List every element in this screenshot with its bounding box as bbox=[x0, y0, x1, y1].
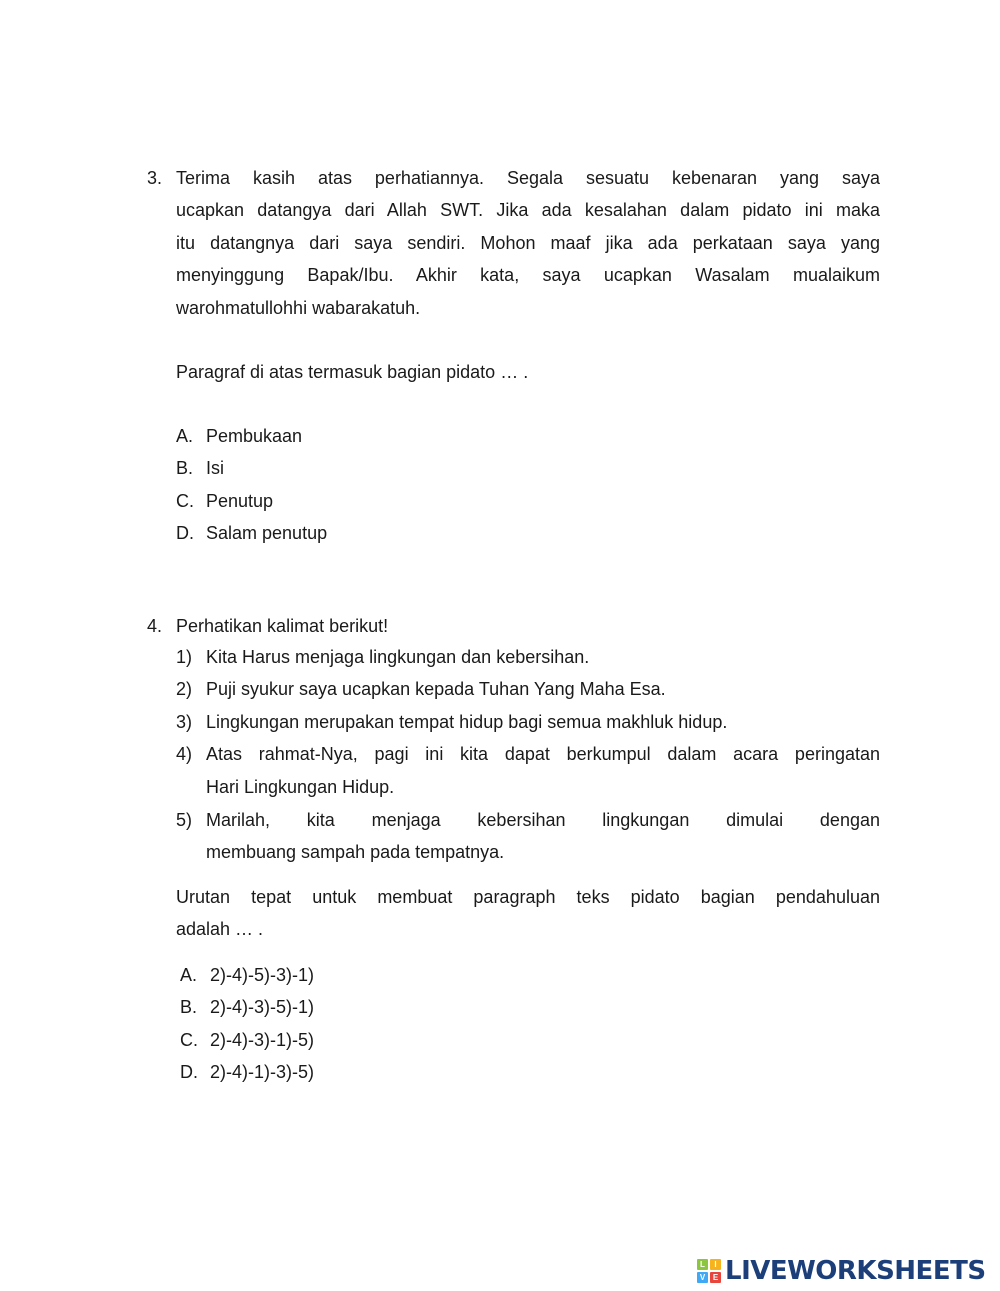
option-letter: C. bbox=[176, 490, 194, 511]
option-text: Penutup bbox=[206, 490, 274, 511]
option-letter: A. bbox=[176, 426, 194, 446]
sentence-text: Atas rahmat-Nya, pagi ini kita dapat berkumpul dalam acara peringatan bbox=[206, 744, 880, 765]
option-text: 2)-4)-3)-5)-1) bbox=[210, 997, 315, 1018]
option-b[interactable] bbox=[180, 991, 314, 1023]
option-text: 2)-4)-1)-3)-5) bbox=[210, 1062, 315, 1083]
option-text: Pembukaan bbox=[206, 426, 303, 446]
sentence-number: 5) bbox=[176, 810, 193, 831]
option-text: 2)-4)-3)-1)-5) bbox=[210, 1029, 315, 1050]
sentence-text: Kita Harus menjaga lingkungan dan kebersihan. bbox=[206, 647, 590, 667]
sentence-text: Puji syukur saya ucapkan kepada Tuhan Yang Maha Esa. bbox=[206, 679, 666, 700]
option-letter: B. bbox=[180, 997, 198, 1018]
option-a[interactable] bbox=[176, 420, 327, 452]
logo-text: LIVEWORKSHEETS bbox=[725, 1256, 986, 1286]
passage-line: menyinggung Bapak/Ibu. Akhir kata, saya ucapkan Wasalam mualaikum bbox=[176, 265, 880, 286]
option-letter: B. bbox=[176, 458, 194, 479]
option-letter: D. bbox=[176, 523, 194, 544]
sentence-text: membuang sampah pada tempatnya. bbox=[206, 842, 505, 863]
prompt-line: Urutan tepat untuk membuat paragraph teks pidato bagian pendahuluan bbox=[176, 887, 880, 907]
sentence-text: Hari Lingkungan Hidup. bbox=[206, 776, 395, 797]
question-4-sentences bbox=[176, 641, 880, 869]
option-text: Salam penutup bbox=[206, 523, 328, 544]
sentence-number: 1) bbox=[176, 647, 193, 667]
option-d[interactable] bbox=[180, 1056, 314, 1088]
option-c[interactable] bbox=[180, 1024, 314, 1056]
question-3-prompt: Paragraf di atas termasuk bagian pidato … . bbox=[176, 362, 529, 382]
question-4-number: 4. bbox=[147, 616, 163, 636]
prompt-line: adalah … . bbox=[176, 919, 264, 940]
sentence-number: 2) bbox=[176, 679, 193, 700]
sentence-text: Marilah, kita menjaga kebersihan lingkungan dimulai dengan bbox=[206, 810, 880, 831]
question-3-number: 3. bbox=[147, 168, 163, 188]
logo-cube: L bbox=[697, 1259, 708, 1270]
question-4-intro: Perhatikan kalimat berikut! bbox=[176, 616, 389, 636]
sentence-item bbox=[176, 641, 880, 673]
logo-cube: E bbox=[710, 1272, 721, 1283]
question-4-options bbox=[180, 959, 314, 1089]
option-letter: D. bbox=[180, 1062, 198, 1083]
question-4-prompt bbox=[176, 881, 880, 946]
option-text: Isi bbox=[206, 458, 224, 479]
sentence-item bbox=[176, 673, 880, 705]
option-c[interactable] bbox=[176, 485, 327, 517]
passage-line: warohmatullohhi wabarakatuh. bbox=[176, 297, 421, 318]
option-letter: A. bbox=[180, 965, 198, 985]
option-letter: C. bbox=[180, 1029, 198, 1050]
option-d[interactable] bbox=[176, 517, 327, 549]
sentence-number: 4) bbox=[176, 744, 193, 765]
sentence-text: Lingkungan merupakan tempat hidup bagi semua makhluk hidup. bbox=[206, 711, 728, 732]
option-text: 2)-4)-5)-3)-1) bbox=[210, 965, 315, 985]
option-b[interactable] bbox=[176, 452, 327, 484]
logo-cubes-icon bbox=[697, 1259, 721, 1283]
liveworksheets-logo bbox=[697, 1256, 986, 1286]
option-a[interactable] bbox=[180, 959, 314, 991]
logo-cube: I bbox=[710, 1259, 721, 1270]
sentence-item bbox=[176, 738, 880, 803]
passage-line: Terima kasih atas perhatiannya. Segala sesuatu kebenaran yang saya bbox=[176, 168, 880, 188]
sentence-item bbox=[176, 706, 880, 738]
logo-cube: V bbox=[697, 1272, 708, 1283]
sentence-item bbox=[176, 804, 880, 869]
sentence-number: 3) bbox=[176, 711, 193, 732]
passage-line: itu datangnya dari saya sendiri. Mohon maaf jika ada perkataan saya yang bbox=[176, 232, 880, 253]
question-3-options bbox=[176, 420, 327, 550]
question-3-passage bbox=[176, 162, 880, 324]
passage-line: ucapkan datangya dari Allah SWT. Jika ada kesalahan dalam pidato ini maka bbox=[176, 200, 880, 221]
